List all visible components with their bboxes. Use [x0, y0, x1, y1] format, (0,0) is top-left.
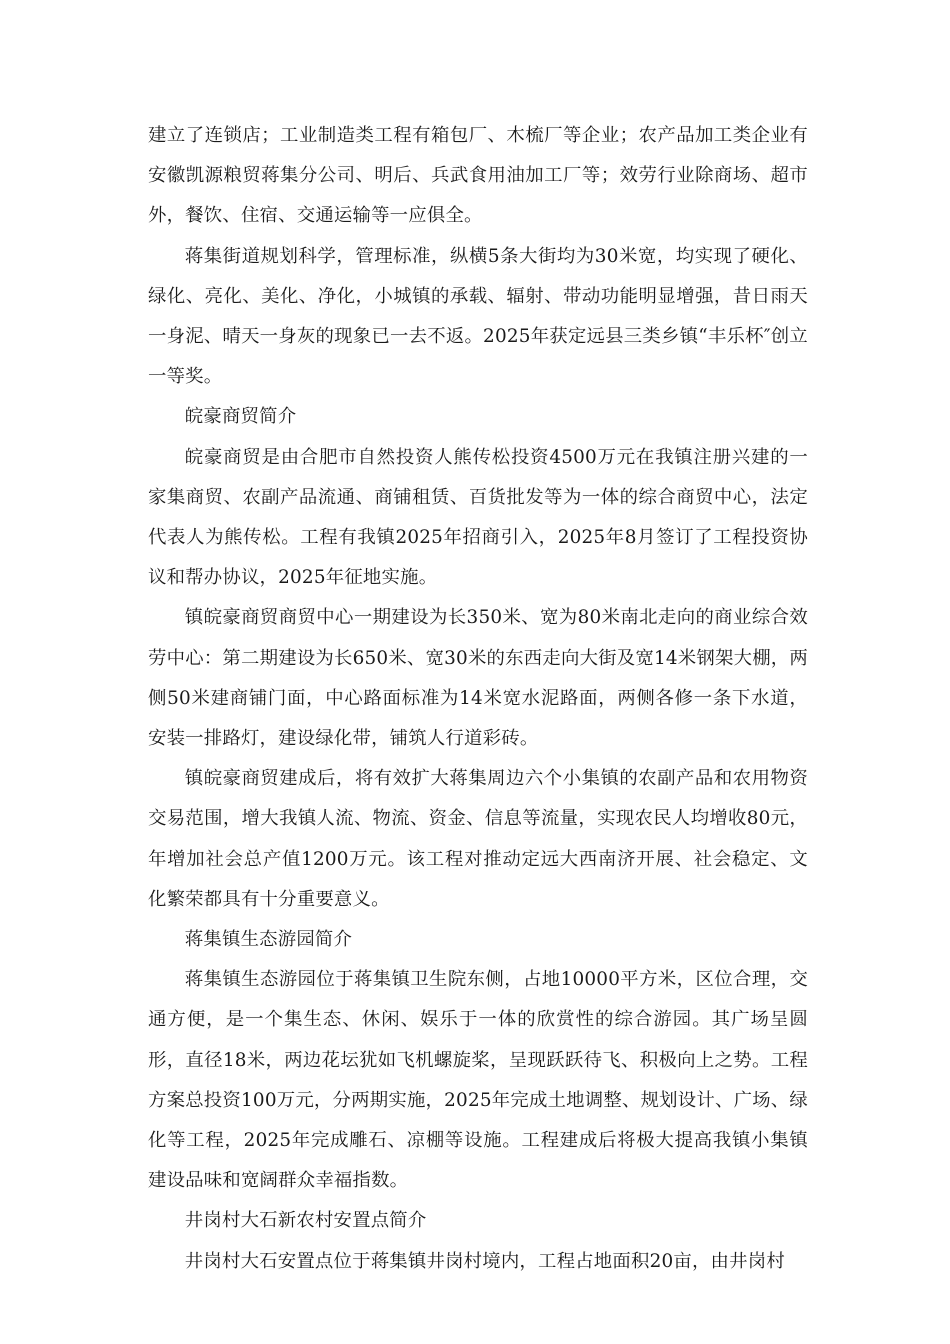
- paragraph-wanhao-impact: 镇皖豪商贸建成后，将有效扩大蒋集周边六个小集镇的农副产品和农用物资交易范围，增大我镇人流、物流、资金、信息等流量，实现农民人均增收80元，年增加社会总产值1200万元。该工程对推动定远大西南济开展、社会稳定、文化繁荣都具有十分重要意义。: [148, 768, 808, 910]
- section-heading-jinggang-village: 井岗村大石新农村安置点简介: [184, 1210, 427, 1232]
- paragraph-street-planning: 蒋集街道规划科学，管理标准，纵横5条大街均为30米宽，均实现了硬化、绿化、亮化、美化、净化，小城镇的承载、辐射、带动功能明显增强，昔日雨天一身泥、晴天一身灰的现象已一去不返。2025年获定远县三类乡镇“丰乐杯″创立一等奖。: [148, 245, 808, 388]
- paragraph-eco-park: 蒋集镇生态游园位于蒋集镇卫生院东侧，占地10000平方米，区位合理，交通方便，是一个集生态、休闲、娱乐于一体的欣赏性的综合游园。其广场呈圆形，直径18米，两边花坛犹如飞机螺旋桨，呈现跃跃待飞、积极向上之势。工程方案总投资100万元，分两期实施，2025年完成土地调整、规划设计、广场、绿化等工程，2025年完成雕石、凉棚等设施。工程建成后将极大提高我镇小集镇建设品味和宽阔群众幸福指数。: [148, 969, 808, 1192]
- document-body: [148, 116, 808, 1282]
- section-heading-wanhao: 皖豪商贸简介: [184, 406, 297, 428]
- paragraph-continuation: 建立了连锁店；工业制造类工程有箱包厂、木梳厂等企业；农产品加工类企业有安徽凯源粮贸蒋集分公司、明后、兵武食用油加工厂等；效劳行业除商场、超市外，餐饮、住宿、交通运输等一应俱全。: [148, 125, 808, 227]
- paragraph-wanhao-construction: 镇皖豪商贸商贸中心一期建设为长350米、宽为80米南北走向的商业综合效劳中心：第二期建设为长650米、宽30米的东西走向大街及宽14米钢架大棚，两侧50米建商铺门面，中心路面标准为14米宽水泥路面，两侧各修一条下水道，安装一排路灯，建设绿化带，铺筑人行道彩砖。: [148, 607, 808, 750]
- paragraph-jinggang-village: 井岗村大石安置点位于蒋集镇井岗村境内，工程占地面积20亩，由井岗村: [184, 1250, 785, 1272]
- paragraph-wanhao-intro: 皖豪商贸是由合肥市自然投资人熊传松投资4500万元在我镇注册兴建的一家集商贸、农副产品流通、商铺租赁、百货批发等为一体的综合商贸中心，法定代表人为熊传松。工程有我镇2025年招商引入，2025年8月签订了工程投资协议和帮办协议，2025年征地实施。: [148, 446, 808, 589]
- section-heading-eco-park: 蒋集镇生态游园简介: [184, 929, 353, 951]
